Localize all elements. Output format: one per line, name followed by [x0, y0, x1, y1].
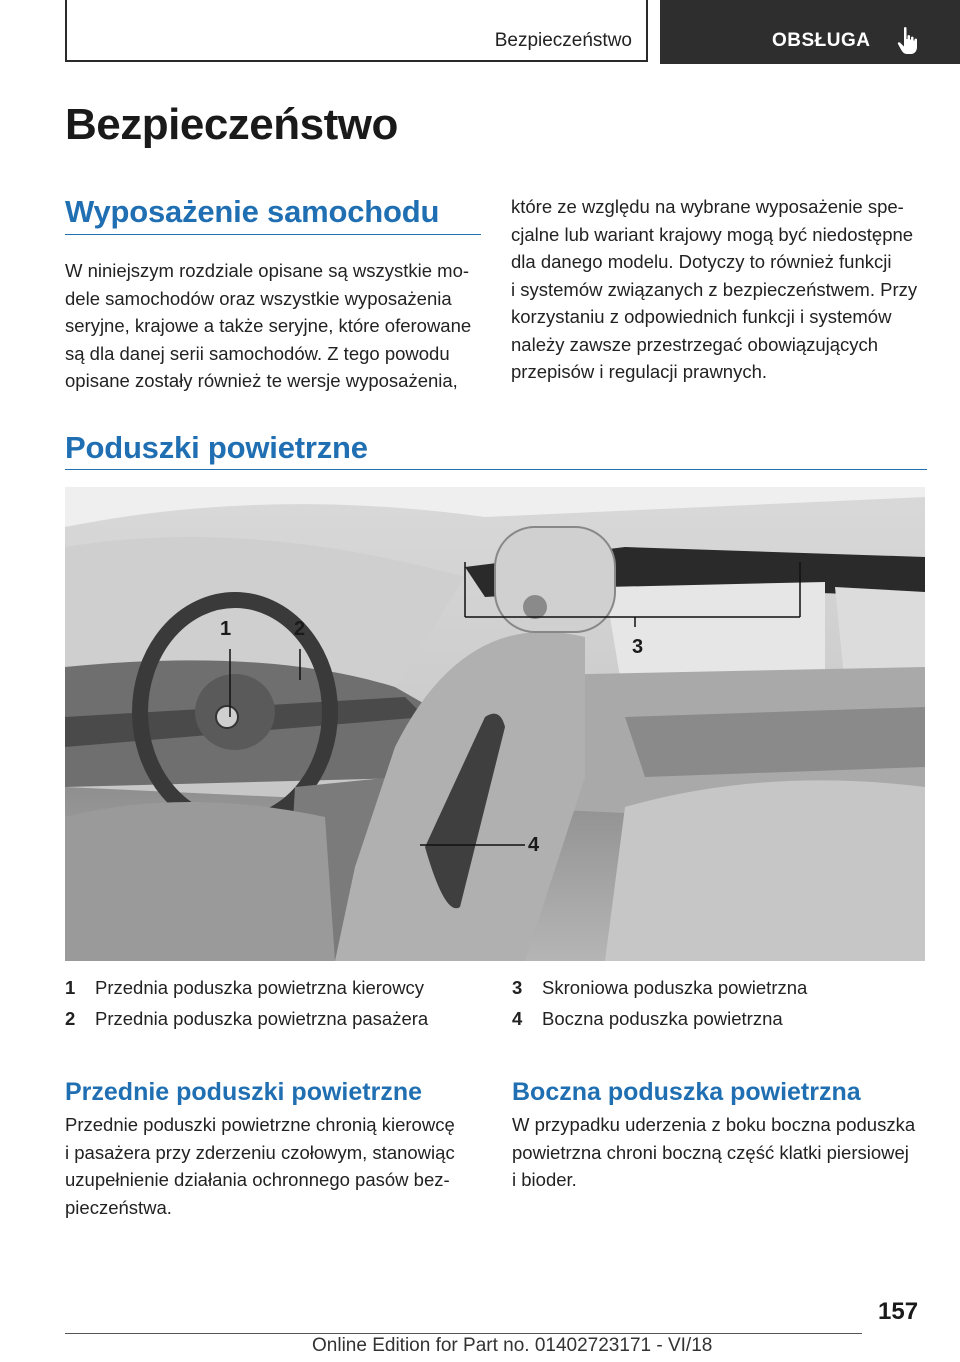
legend-number: 4 — [512, 1008, 523, 1029]
footer-rule — [65, 1333, 862, 1334]
legend-item — [65, 977, 424, 999]
airbags-heading: Poduszki powietrzne — [65, 430, 368, 465]
text-line: przepisów i regulacji prawnych. — [511, 361, 768, 382]
text-line: dele samochodów oraz wszystkie wyposażenia — [65, 287, 452, 309]
front-airbags-heading: Przednie poduszki powietrzne — [65, 1078, 422, 1106]
legend-text: Boczna poduszka powietrzna — [542, 1008, 783, 1029]
text-line: W niniejszym rozdziale opisane są wszystkie mo- — [65, 260, 470, 281]
legend-text: Przednia poduszka powietrzna kierowcy — [95, 977, 425, 998]
header-section-tab — [65, 0, 648, 62]
page-title: Bezpieczeństwo — [65, 100, 398, 149]
car-interior-drawing — [65, 487, 925, 961]
text-line: które ze względu na wybrane wyposażenie spe- — [511, 196, 904, 217]
text-line: i bioder. — [512, 1169, 577, 1190]
equipment-text-left — [65, 257, 485, 395]
side-airbag-text — [512, 1111, 932, 1194]
page-number: 157 — [878, 1298, 919, 1325]
header-chapter-label: OBSŁUGA — [772, 30, 871, 51]
header-section-label: Bezpieczeństwo — [494, 30, 632, 51]
callout-2: 2 — [294, 618, 306, 640]
pointing-hand-icon — [896, 26, 920, 56]
text-line: i systemów związanych z bezpieczeństwem. Przy — [511, 278, 918, 300]
text-line: seryjne, krajowe a także seryjne, które oferowane — [65, 315, 472, 336]
text-line: dla danego modelu. Dotyczy to również funkcji — [511, 251, 892, 272]
text-line: uzupełnienie działania ochronnego pasów bez- — [65, 1169, 450, 1190]
legend-number: 2 — [65, 1008, 76, 1029]
legend-text: Skroniowa poduszka powietrzna — [542, 977, 808, 998]
footer-edition: Online Edition for Part no. 01402723171 - VI/18 — [312, 1335, 713, 1356]
text-line: opisane zostały również te wersje wyposażenia, — [65, 370, 458, 391]
legend-number: 3 — [512, 977, 523, 998]
airbags-heading-rule — [65, 469, 927, 470]
legend-item — [512, 1008, 783, 1030]
text-line: W przypadku uderzenia z boku boczna poduszka — [512, 1114, 916, 1135]
car-interior-illustration — [65, 487, 925, 961]
text-line: należy zawsze przestrzegać obowiązujących — [511, 333, 879, 355]
equipment-text-right — [511, 193, 931, 386]
text-line: powietrzna chroni boczną część klatki piersiowej — [512, 1141, 909, 1163]
header-chapter-tab — [660, 0, 960, 64]
legend-number: 1 — [65, 977, 76, 998]
callout-4: 4 — [528, 834, 540, 856]
legend-item — [65, 1008, 428, 1030]
text-line: i pasażera przy zderzeniu czołowym, stanowiąc — [65, 1141, 455, 1163]
text-line: Przednie poduszki powietrzne chronią kierowcę — [65, 1114, 455, 1135]
text-line: pieczeństwa. — [65, 1196, 172, 1218]
text-line: są dla danej serii samochodów. Z tego powodu — [65, 342, 450, 364]
callout-3: 3 — [632, 636, 644, 658]
side-airbag-heading: Boczna poduszka powietrzna — [512, 1078, 861, 1106]
text-line: korzystaniu z odpowiednich funkcji i systemów — [511, 306, 892, 327]
text-line: cjalne lub wariant krajowy mogą być niedostępne — [511, 223, 914, 245]
legend-text: Przednia poduszka powietrzna pasażera — [95, 1008, 429, 1029]
equipment-heading-rule — [65, 234, 481, 235]
equipment-heading: Wyposażenie samochodu — [65, 194, 440, 229]
legend-item — [512, 977, 807, 999]
front-airbags-text — [65, 1111, 485, 1221]
callout-1: 1 — [220, 618, 232, 640]
